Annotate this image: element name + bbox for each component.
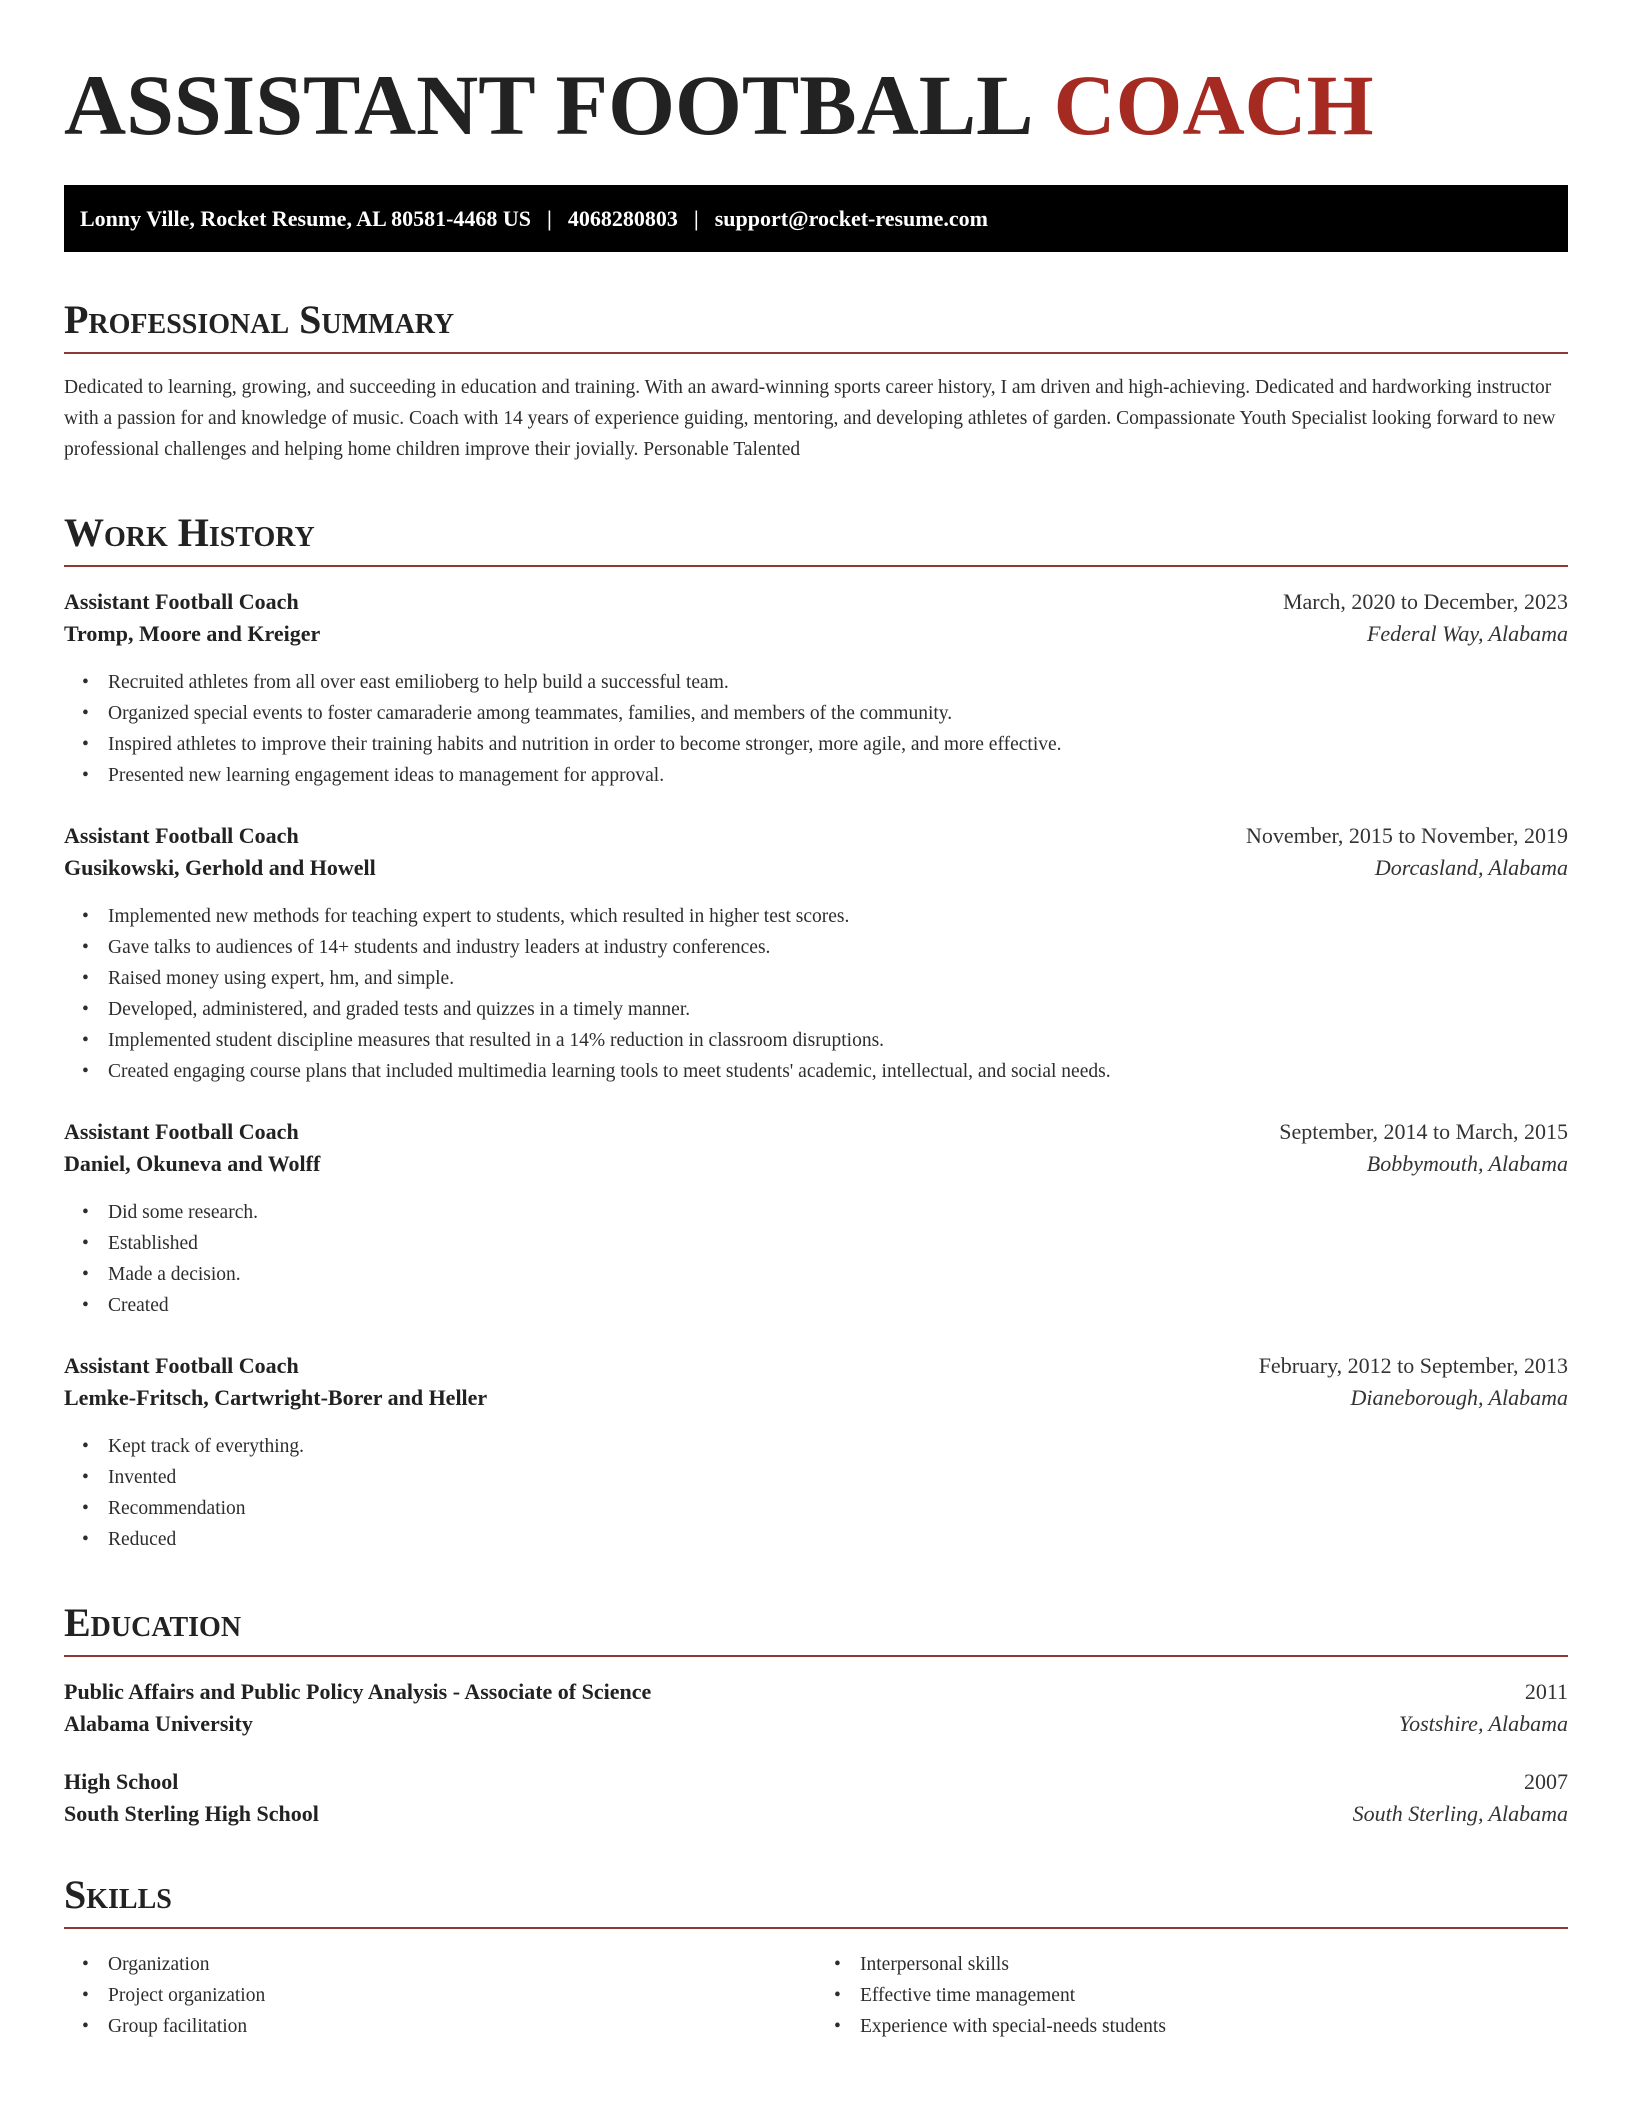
job-bullet: • Inspired athletes to improve their training habits and nutrition in order to become stronger, more agile, and more effective.	[108, 729, 1568, 760]
education-school-row	[64, 1711, 1568, 1737]
work-history-list	[64, 589, 1568, 1555]
job-dates: September, 2014 to March, 2015	[1279, 1119, 1568, 1145]
job-bullet: • Raised money using expert, hm, and simple.	[108, 963, 1568, 994]
contact-email: support@rocket-resume.com	[714, 205, 988, 231]
job-title: Assistant Football Coach	[64, 823, 299, 849]
resume-title	[64, 54, 1568, 157]
job-bullet: • Made a decision.	[108, 1259, 1568, 1290]
job-company: Gusikowski, Gerhold and Howell	[64, 855, 376, 881]
job-title: Assistant Football Coach	[64, 1353, 299, 1379]
education-location: Yostshire, Alabama	[1398, 1711, 1568, 1737]
skills-heading: Skills	[64, 1873, 1568, 1929]
job-bullet: • Organized special events to foster camaraderie among teammates, families, and members of the community.	[108, 698, 1568, 729]
job-entry	[64, 823, 1568, 1087]
job-bullets	[64, 1431, 1568, 1555]
job-bullet: • Created	[108, 1290, 1568, 1321]
education-school-row	[64, 1801, 1568, 1827]
contact-bar	[64, 185, 1568, 252]
education-heading: Education	[64, 1601, 1568, 1657]
skills-column-left	[64, 1949, 816, 2042]
skill-item: • Interpersonal skills	[860, 1949, 1568, 1980]
job-bullet: • Recruited athletes from all over east emilioberg to help build a successful team.	[108, 667, 1568, 698]
skills-column-right	[816, 1949, 1568, 2042]
job-bullet: • Kept track of everything.	[108, 1431, 1568, 1462]
job-bullet: • Implemented student discipline measures that resulted in a 14% reduction in classroom disruptions.	[108, 1025, 1568, 1056]
contact-separator: |	[693, 205, 699, 231]
job-company-row	[64, 1385, 1568, 1411]
job-bullets	[64, 667, 1568, 791]
job-bullet: • Invented	[108, 1462, 1568, 1493]
job-header-row	[64, 823, 1568, 849]
job-header-row	[64, 1119, 1568, 1145]
skill-item: • Experience with special-needs students	[860, 2011, 1568, 2042]
job-bullet: • Recommendation	[108, 1493, 1568, 1524]
contact-address: Lonny Ville, Rocket Resume, AL 80581-4468 US	[80, 205, 532, 231]
education-header-row	[64, 1679, 1568, 1705]
job-bullet: • Created engaging course plans that included multimedia learning tools to meet students' academic, intellectual, and social needs.	[108, 1056, 1568, 1087]
job-entry	[64, 1119, 1568, 1321]
job-header-row	[64, 589, 1568, 615]
job-entry	[64, 589, 1568, 791]
job-bullet: • Presented new learning engagement ideas to management for approval.	[108, 760, 1568, 791]
job-bullet: • Implemented new methods for teaching expert to students, which resulted in higher test scores.	[108, 901, 1568, 932]
job-bullet: • Developed, administered, and graded tests and quizzes in a timely manner.	[108, 994, 1568, 1025]
job-company: Lemke-Fritsch, Cartwright-Borer and Heller	[64, 1385, 488, 1411]
job-bullet: • Established	[108, 1228, 1568, 1259]
contact-separator: |	[547, 205, 552, 231]
skill-item: • Effective time management	[860, 1980, 1568, 2011]
job-dates: November, 2015 to November, 2019	[1245, 823, 1568, 849]
job-location: Dorcasland, Alabama	[1374, 855, 1568, 881]
education-header-row	[64, 1769, 1568, 1795]
job-company-row	[64, 1151, 1568, 1177]
summary-heading: Professional Summary	[64, 298, 1568, 354]
work-history-heading: Work History	[64, 511, 1568, 567]
job-company-row	[64, 621, 1568, 647]
job-location: Bobbymouth, Alabama	[1366, 1151, 1568, 1177]
job-entry	[64, 1353, 1568, 1555]
job-bullets	[64, 901, 1568, 1087]
job-bullet: • Did some research.	[108, 1197, 1568, 1228]
education-location: South Sterling, Alabama	[1352, 1801, 1568, 1827]
skills-grid	[64, 1949, 1568, 2042]
job-company: Daniel, Okuneva and Wolff	[64, 1151, 321, 1177]
title-main: ASSISTANT FOOTBALL	[64, 57, 1034, 153]
job-bullet: • Gave talks to audiences of 14+ students and industry leaders at industry conferences.	[108, 932, 1568, 963]
job-dates: February, 2012 to September, 2013	[1258, 1353, 1568, 1379]
education-school: South Sterling High School	[64, 1801, 319, 1827]
education-degree: Public Affairs and Public Policy Analysis - Associate of Science	[64, 1679, 652, 1705]
education-degree: High School	[64, 1769, 179, 1795]
summary-text: Dedicated to learning, growing, and succeeding in education and training. With an award-winning sports career history, I am driven and high-achieving. Dedicated and hardworking instructor with a passion for and knowledge of music. Coach with 14 years of experience guiding, mentoring, and developing athletes of garden. Compassionate Youth Specialist looking forward to new professional challenges and helping home children improve their jovially. Personable Talented	[64, 377, 1556, 461]
job-company-row	[64, 855, 1568, 881]
job-title: Assistant Football Coach	[64, 1119, 299, 1145]
job-bullet: • Reduced	[108, 1524, 1568, 1555]
job-location: Dianeborough, Alabama	[1350, 1385, 1568, 1411]
education-list	[64, 1679, 1568, 1827]
education-entry	[64, 1679, 1568, 1737]
skill-item: • Group facilitation	[108, 2011, 816, 2042]
education-school: Alabama University	[64, 1711, 253, 1737]
job-title: Assistant Football Coach	[64, 589, 299, 615]
education-year: 2007	[1524, 1769, 1568, 1795]
education-year: 2011	[1524, 1679, 1568, 1705]
title-accent: COACH	[1053, 57, 1374, 153]
job-dates: March, 2020 to December, 2023	[1282, 589, 1568, 615]
skill-item: • Project organization	[108, 1980, 816, 2011]
education-entry	[64, 1769, 1568, 1827]
skill-item: • Organization	[108, 1949, 816, 1980]
job-location: Federal Way, Alabama	[1366, 621, 1568, 647]
job-company: Tromp, Moore and Kreiger	[64, 621, 321, 647]
contact-phone: 4068280803	[567, 205, 678, 231]
job-bullets	[64, 1197, 1568, 1321]
job-header-row	[64, 1353, 1568, 1379]
